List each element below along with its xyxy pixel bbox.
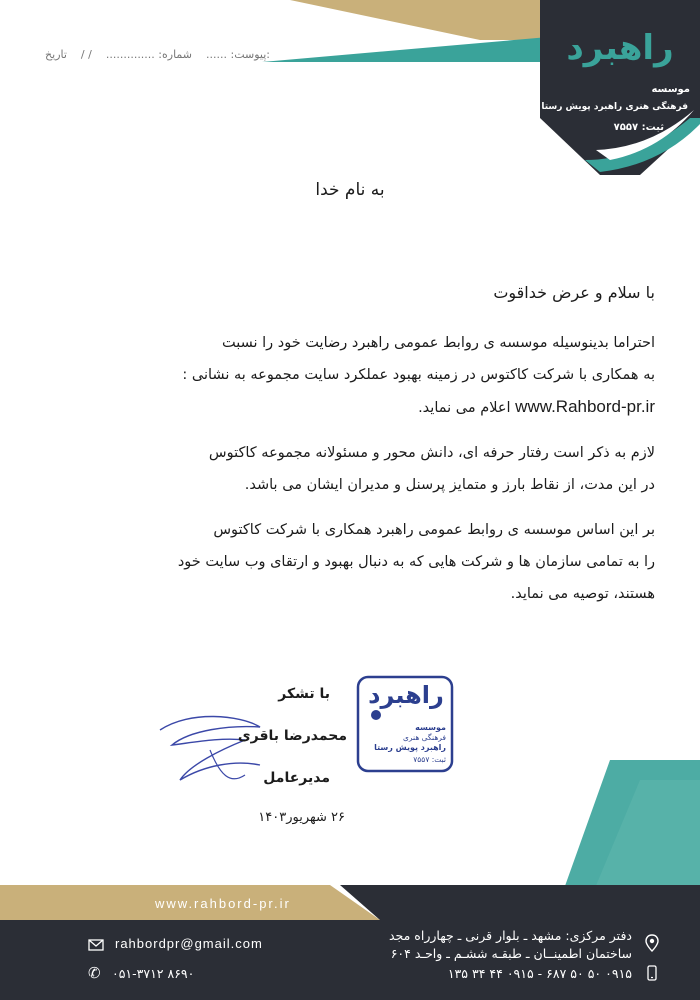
p3-line1: بر این اساس موسسه ی روابط عمومی راهبرد همکاری با شرکت کاکتوس (213, 522, 655, 538)
letter-meta (10, 48, 270, 61)
p1-line3-text: اعلام می نماید. (418, 400, 511, 416)
p2-line2: در این مدت، از نقاط بارز و متمایز پرسنل و مدیران ایشان می باشد. (244, 477, 655, 493)
stamp-line2: فرهنگی هنری (403, 733, 446, 742)
stamp-brand: راهبرد (368, 681, 444, 709)
p1-line1: احتراما بدینوسیله موسسه ی روابط عمومی راهبرد رضایت خود را نسبت (221, 335, 655, 351)
p2-line1: لازم به ذکر است رفتار حرفه ای، دانش محور و مسئولانه مجموعه کاکتوس (208, 445, 655, 461)
p1-line3 (55, 391, 655, 424)
mobile-icon (647, 965, 657, 981)
number-label: شماره: .............. (105, 48, 193, 61)
logo-line1: موسسه (651, 84, 690, 95)
p1-line2: به همکاری با شرکت کاکتوس در زمینه بهبود عملکرد سایت مجموعه به نشانی : (182, 367, 655, 383)
sign-date: ۲۶ شهریور۱۴۰۳ (258, 810, 345, 825)
stamp-reg: ثبت: ۷۵۵۷ (413, 755, 446, 764)
footer-email[interactable]: rahbordpr@gmail.com (115, 936, 263, 951)
sign-role: مدیرعامل (263, 770, 330, 786)
attachment-label: پیوست: ...... (206, 48, 267, 61)
stamp-line3: راهبرد پویش رستا (374, 743, 446, 752)
sign-thanks: با تشکر (278, 686, 330, 702)
website-link[interactable]: www.Rahbord-pr.ir (515, 397, 655, 416)
email-icon (88, 939, 104, 951)
footer-decoration (0, 760, 700, 1000)
paragraph-3 (55, 514, 655, 610)
footer-address-line2: ساختمان اطمینــان ـ طبقـه ششـم ـ واحـد ۶۰۴ (390, 946, 632, 961)
paragraph-1 (55, 327, 655, 424)
stamp-line1: موسسه (415, 723, 446, 732)
sign-name: محمدرضا باقری (237, 728, 347, 744)
paragraph-2 (55, 437, 655, 501)
location-pin-icon (645, 934, 659, 952)
footer-landline: ۰۵۱-۳۷۱۲ ۸۶۹۰ (112, 966, 195, 981)
footer-mobiles: ۰۹۱۵ ۵۰ ۵۰ ۶۸۷ - ۰۹۱۵ ۴۴ ۳۴ ۱۳۵ (447, 966, 632, 981)
footer-address-line1: دفتر مرکزی: مشهد ـ بلوار قرنی ـ چهارراه مجد (389, 928, 632, 943)
logo-brand: راهبرد (566, 28, 674, 68)
letter-greeting: با سلام و عرض خداقوت (493, 283, 655, 302)
footer-website[interactable]: www.rahbord-pr.ir (155, 896, 291, 911)
phone-icon: ✆ (88, 964, 101, 982)
logo-line2: فرهنگی هنری راهبرد پویش رستا (541, 102, 688, 112)
company-stamp (356, 675, 454, 773)
logo-reg: ثبت: ۷۵۵۷ (613, 122, 664, 133)
p3-line3: هستند، توصیه می نماید. (510, 586, 655, 602)
date-label: تاریخ: (45, 48, 270, 61)
date-value: / / (80, 48, 92, 61)
letter-title: به نام خدا (315, 180, 385, 200)
p3-line2: را به تمامی سازمان ها و شرکت هایی که به دنبال بهبود و ارتقای وب سایت خود (177, 554, 655, 570)
